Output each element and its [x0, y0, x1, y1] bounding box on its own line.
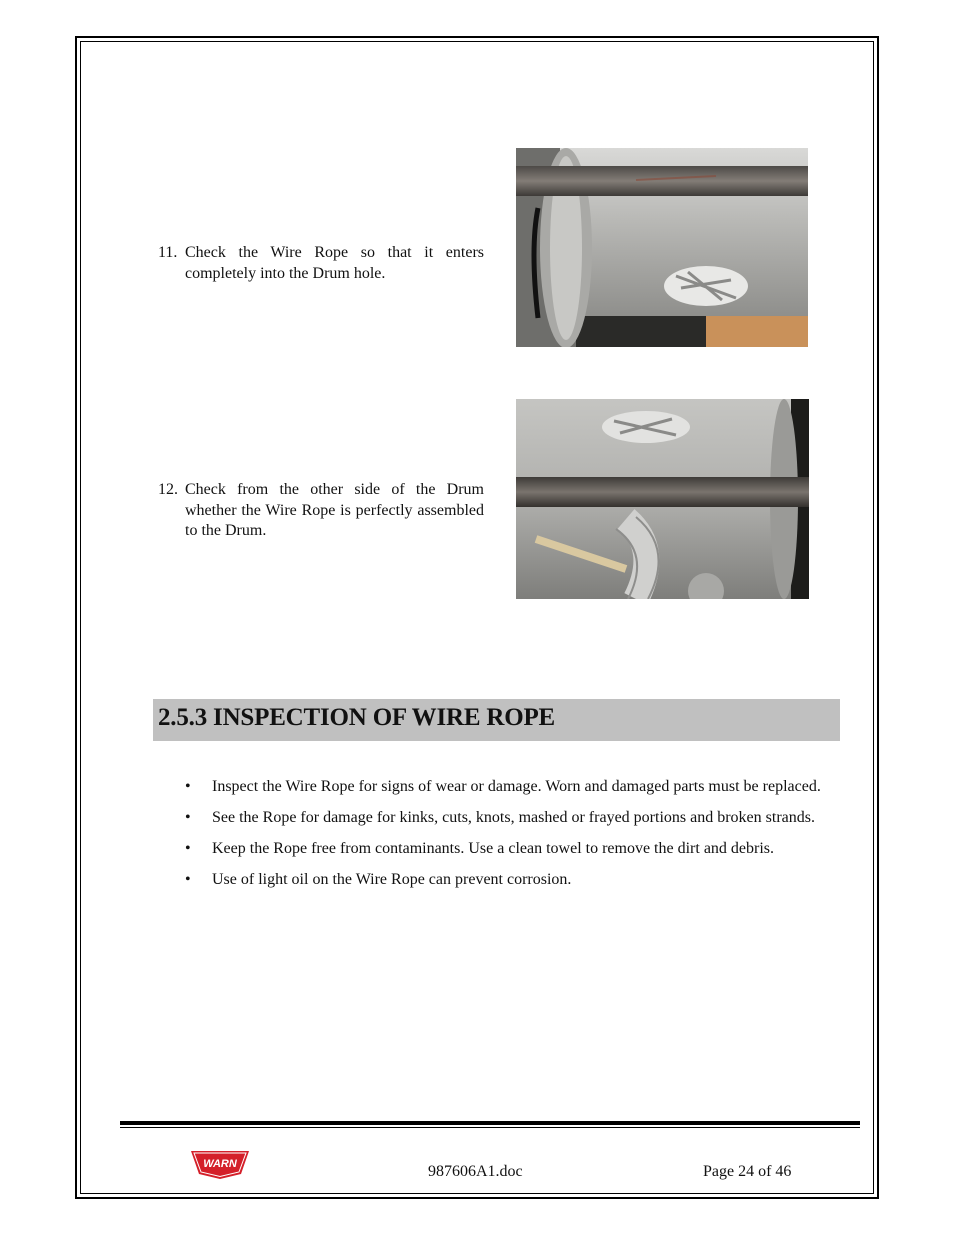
section-heading-bar — [153, 699, 840, 741]
logo-text: WARN — [203, 1158, 237, 1170]
drum-other-side-photo — [516, 399, 809, 599]
list-item-text: See the Rope for damage for kinks, cuts, knots, mashed or frayed portions and broken strands. — [212, 809, 815, 826]
warn-logo — [189, 1148, 251, 1180]
step-11 — [158, 243, 484, 284]
drum-hole-photo — [516, 148, 808, 347]
drum-other-side-image — [516, 399, 809, 599]
list-item-text: Keep the Rope free from contaminants. Use a clean towel to remove the dirt and debris. — [212, 840, 775, 857]
step-12 — [158, 480, 484, 542]
footer-rule-thick — [120, 1121, 860, 1125]
inspection-bullet-list — [185, 771, 833, 895]
step-number: 12. — [158, 481, 178, 498]
footer-filename: 987606A1.doc — [428, 1163, 523, 1180]
bullet-icon: • — [185, 809, 191, 826]
list-item — [185, 771, 833, 802]
step-text: Check the Wire Rope so that it enters completely into the Drum hole. — [185, 244, 484, 282]
drum-hole-image — [516, 148, 808, 347]
list-item-text: Use of light oil on the Wire Rope can prevent corrosion. — [212, 871, 572, 888]
list-item-text: Inspect the Wire Rope for signs of wear or damage. Worn and damaged parts must be replaced. — [212, 778, 821, 795]
step-text: Check from the other side of the Drum whether the Wire Rope is perfectly assembled to the Drum. — [185, 481, 484, 539]
warn-logo-icon — [189, 1148, 251, 1180]
bullet-icon: • — [185, 778, 191, 795]
section-title: 2.5.3 INSPECTION OF WIRE ROPE — [158, 704, 556, 731]
footer-page-number: Page 24 of 46 — [703, 1163, 792, 1180]
list-item — [185, 864, 833, 895]
step-number: 11. — [158, 244, 178, 261]
list-item — [185, 833, 833, 864]
bullet-icon: • — [185, 871, 191, 888]
footer-rule-thin — [120, 1127, 860, 1128]
list-item — [185, 802, 833, 833]
bullet-icon: • — [185, 840, 191, 857]
